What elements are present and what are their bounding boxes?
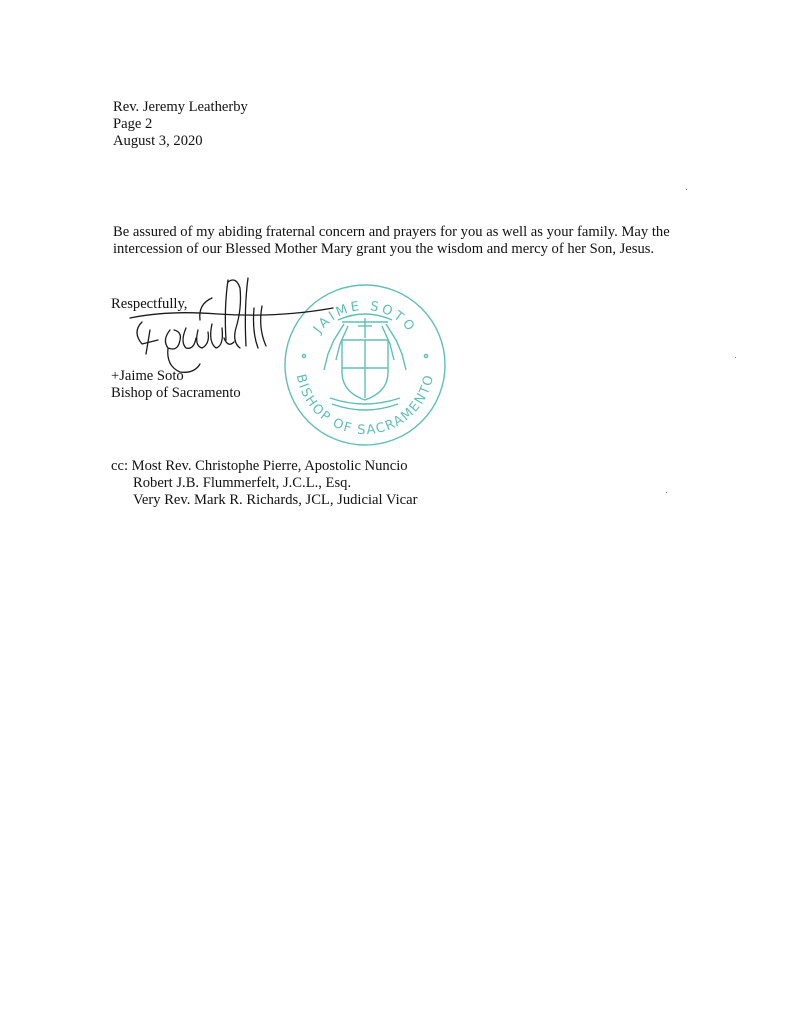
body-line: Be assured of my abiding fraternal concern and prayers for you as well as your family. May the [113, 224, 670, 240]
letter-date: August 3, 2020 [113, 133, 203, 149]
cc-list [111, 458, 417, 509]
cc-recipient: Very Rev. Mark R. Richards, JCL, Judicial Vicar [133, 492, 418, 508]
handwritten-signature [128, 268, 368, 378]
scan-speck [735, 357, 736, 358]
scan-speck [666, 492, 667, 493]
cc-recipient: cc: Most Rev. Christophe Pierre, Apostolic Nuncio [111, 458, 408, 474]
signer-name: +Jaime Soto [111, 368, 184, 384]
cc-recipient: Robert J.B. Flummerfelt, J.C.L., Esq. [133, 475, 352, 491]
recipient-name: Rev. Jeremy Leatherby [113, 99, 248, 115]
page-number: Page 2 [113, 116, 153, 132]
signer-title: Bishop of Sacramento [111, 385, 241, 401]
closing-salutation: Respectfully, [111, 296, 188, 312]
scan-speck [686, 189, 687, 190]
letter-header [113, 99, 248, 150]
body-line: intercession of our Blessed Mother Mary grant you the wisdom and mercy of her Son, Jesus. [113, 241, 655, 257]
seal-top-text: JAIME SOTO [310, 298, 419, 337]
seal-bottom-text: BISHOP OF SACRAMENTO [292, 372, 438, 439]
letter-body [113, 224, 713, 258]
